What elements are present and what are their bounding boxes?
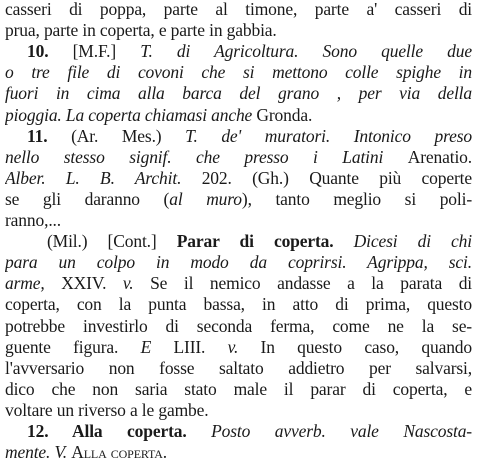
text-segment: 11. (27, 125, 48, 146)
text-segment: In questo caso, quando (238, 336, 472, 357)
text-segment: guente figura. (5, 336, 141, 357)
text-segment: ranno,... (5, 210, 61, 230)
text-line (5, 357, 472, 379)
text-line (5, 146, 472, 168)
text-segment: Dicesi di chi (333, 231, 472, 252)
text-segment: potrebbe investirlo di seconda ferma, come ne la se- (5, 315, 472, 336)
text-line (5, 209, 472, 231)
text-segment: [M.F.] (48, 41, 141, 62)
text-segment: nello stesso signif. che presso i Latini (5, 146, 408, 167)
text-line (5, 167, 472, 189)
text-line (5, 82, 472, 104)
text-segment: Gronda. (256, 104, 313, 125)
text-line (5, 272, 472, 294)
text-line (5, 378, 472, 400)
text-line (5, 230, 472, 252)
text-segment: Posto avverb. vale Nascosta- (186, 421, 472, 441)
text-segment: LIII. (151, 336, 228, 357)
text-segment: Parar di coperta. (176, 231, 334, 252)
text-line (5, 336, 472, 358)
text-segment: pioggia. La coperta chiamasi anche (5, 104, 257, 125)
text-line (5, 188, 472, 210)
text-segment: v. (122, 273, 134, 294)
text-line (5, 0, 472, 20)
text-line (5, 399, 472, 421)
text-segment: (Ar. Mes.) (47, 125, 186, 146)
text-segment: T. de' muratori. Intonico preso (185, 125, 472, 146)
text-segment: mente. V. (5, 442, 72, 463)
text-line (5, 293, 472, 315)
text-segment: 12. (27, 421, 49, 441)
text-segment: casseri di poppa, parte al timone, parte a' casseri di (5, 0, 472, 19)
text-segment: ), tanto meglio si poli- (241, 188, 472, 209)
text-segment: se gli daranno ( (5, 188, 170, 209)
text-segment: fuori in cima alla barca del grano , per via della (5, 83, 472, 104)
text-segment: Alla coperta. (71, 442, 167, 463)
text-segment: T. di Agricoltura. Sono quelle due (140, 41, 472, 62)
text-segment: Alber. L. B. Archit. (5, 167, 182, 188)
text-segment: XXIV. (44, 273, 123, 294)
text-segment: l'avversario non fosse saltato addietro per salvarsi, (5, 357, 472, 378)
text-segment: para un colpo in modo da coprirsi. Agrippa, sci. (5, 252, 472, 273)
text-segment: Se il nemico andasse a la parata di (133, 273, 472, 294)
text-line (5, 61, 472, 83)
text-segment: v. (227, 336, 239, 357)
text-segment: prua, parte in coperta, e parte in gabbia. (5, 20, 277, 41)
text-segment: E (140, 336, 152, 357)
text-segment: Alla coperta. (48, 421, 187, 441)
text-line (5, 315, 472, 337)
text-segment: coperta, con la punta bassa, in atto di prima, questo (5, 294, 472, 315)
text-segment: o tre file di covoni che si mettono colle spighe in (5, 62, 472, 83)
text-segment: al muro (169, 188, 242, 209)
text-line (5, 420, 472, 442)
text-segment: dico che non saria stato male il parar di coperta, e (5, 378, 472, 399)
text-line (5, 104, 472, 126)
text-segment: Arenatio. (407, 146, 472, 167)
text-line (5, 441, 472, 463)
text-segment: voltare un riverso a le gambe. (5, 399, 209, 420)
text-segment: 10. (27, 41, 49, 62)
text-segment: 202. (Gh.) Quante più coperte (181, 167, 472, 188)
text-segment: (Mil.) [Cont.] (47, 231, 177, 252)
text-line (5, 251, 472, 273)
text-line (5, 19, 472, 41)
text-line (5, 125, 472, 147)
text-segment: arme, (5, 273, 45, 294)
text-line (5, 40, 472, 62)
